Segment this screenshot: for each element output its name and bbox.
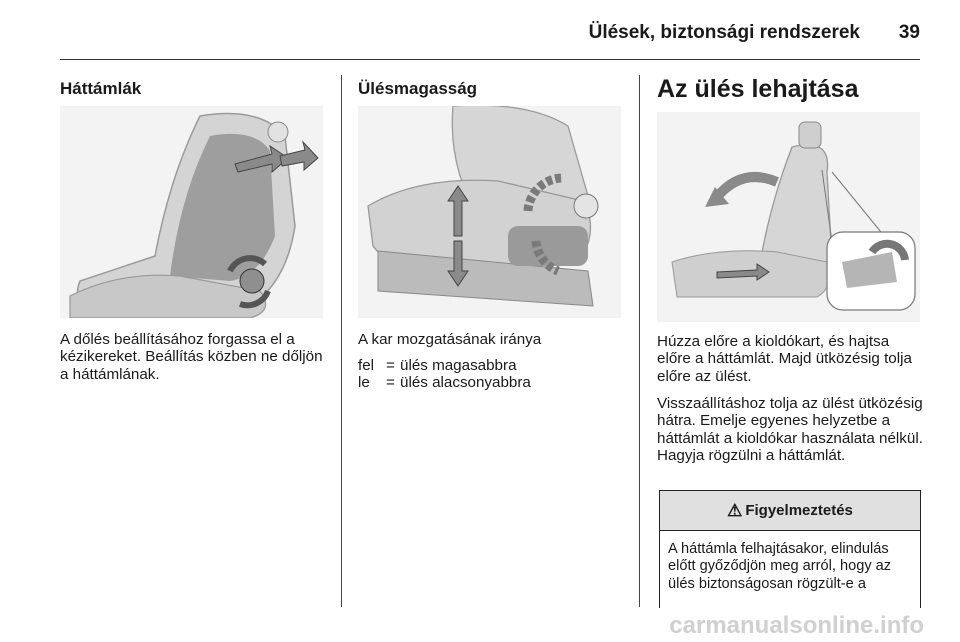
definition-list xyxy=(358,357,531,392)
definition-equals: = xyxy=(386,374,395,392)
backrest-figure xyxy=(60,106,323,318)
backrest-caption: A dőlés beállításához forgassa el a kézikereket. Beállítás közben ne dőljön a háttámlának. xyxy=(60,331,323,383)
middle-column-heading-wrap xyxy=(358,79,477,99)
definition-row xyxy=(358,374,531,391)
page-header xyxy=(0,0,960,62)
definition-term: fel xyxy=(358,357,375,374)
section-heading-seat-height: Ülésmagasság xyxy=(358,79,478,98)
column-divider xyxy=(341,75,342,607)
warning-triangle-icon: ⚠ xyxy=(727,500,743,520)
lever-direction-intro: A kar mozgatásának iránya xyxy=(358,331,542,348)
definition-desc: ülés magasabbra xyxy=(400,357,517,374)
fold-seat-paragraph-1: Húzza előre a kioldókart, és hajtsa előre a háttámlát. Majd ütközésig tolja előre az ülést. xyxy=(657,333,912,385)
section-heading-backrests: Háttámlák xyxy=(60,79,142,98)
column-divider xyxy=(639,75,640,607)
definition-desc: ülés alacsonyabbra xyxy=(400,374,531,392)
warning-body: A háttámla felhajtásakor, elindulás előtt győződjön meg arról, hogy az ülés biztonságosan rögzült-e a xyxy=(668,541,892,592)
warning-box xyxy=(659,490,921,608)
section-heading-fold-seat: Az ülés lehajtása xyxy=(657,75,859,103)
header-rule xyxy=(60,59,920,60)
fold-seat-figure xyxy=(657,112,920,322)
warning-title: Figyelmeztetés xyxy=(745,502,853,519)
header-title: Ülések, biztonsági rendszerek xyxy=(588,22,860,43)
watermark: carmanualsonline.info xyxy=(669,612,924,639)
right-column-heading-wrap xyxy=(657,75,858,104)
seat-height-figure xyxy=(358,106,621,318)
warning-header xyxy=(660,491,920,531)
definition-equals: = xyxy=(386,357,395,374)
definition-row xyxy=(358,357,531,374)
left-column-heading-wrap xyxy=(60,79,141,99)
definition-term: le xyxy=(358,374,370,392)
fold-seat-paragraph-2: Visszaállításhoz tolja az ülést ütközésig hátra. Emelje egyenes helyzetbe a háttámlát a kioldókar használata nélkül. Hagyja rögzülni a háttámlát. xyxy=(657,395,923,465)
page-number: 39 xyxy=(898,22,920,43)
